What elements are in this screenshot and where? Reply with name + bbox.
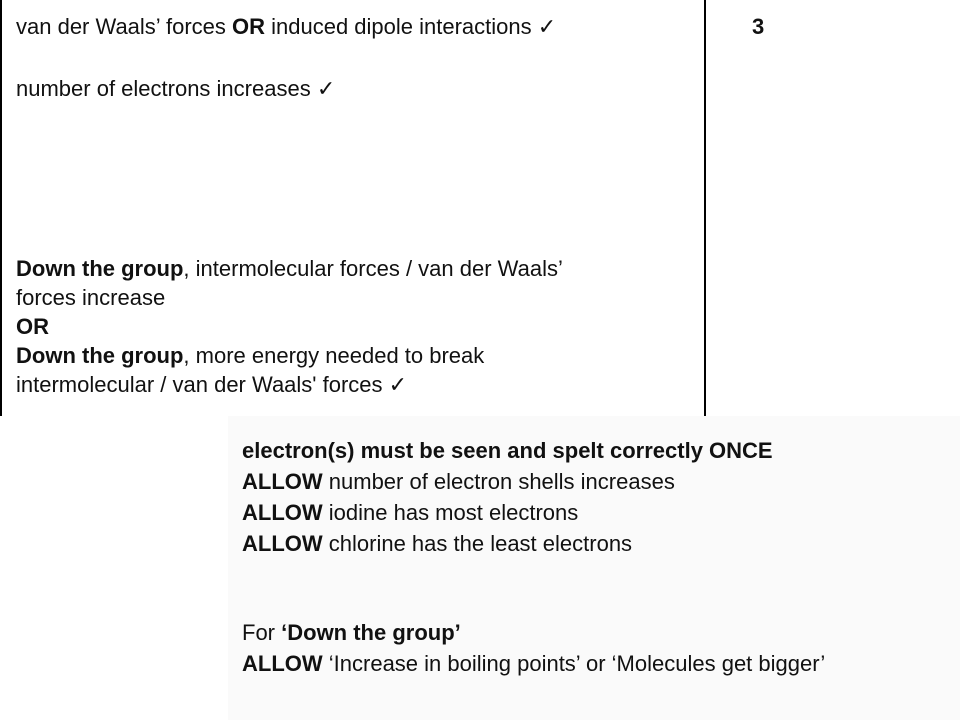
answer-line-7: intermolecular / van der Waals' forces ✓ — [16, 372, 408, 397]
guidance-line-3: ALLOW iodine has most electrons — [242, 500, 579, 525]
answer-cell — [0, 0, 706, 416]
answer-line-1: van der Waals’ forces OR induced dipole interactions ✓ — [16, 14, 557, 39]
guidance-line-1: electron(s) must be seen and spelt correctly ONCE — [242, 438, 773, 463]
guidance-line-4: ALLOW chlorine has the least electrons — [242, 531, 633, 556]
answer-line-3: Down the group, intermolecular forces / van der Waals’ — [16, 256, 563, 281]
answer-line-4: forces increase — [16, 285, 166, 310]
answer-line-6: Down the group, more energy needed to break — [16, 343, 485, 368]
guidance-line-5: For ‘Down the group’ — [242, 620, 461, 645]
guidance-cell — [228, 416, 960, 720]
guidance-row — [0, 416, 960, 720]
guidance-line-2: ALLOW number of electron shells increases — [242, 469, 675, 494]
guidance-line-6: ALLOW ‘Increase in boiling points’ or ‘Molecules get bigger’ — [242, 651, 826, 676]
answer-line-2: number of electrons increases ✓ — [16, 76, 336, 101]
answer-line-5: OR — [16, 314, 49, 339]
marks-value: 3 — [752, 14, 765, 39]
